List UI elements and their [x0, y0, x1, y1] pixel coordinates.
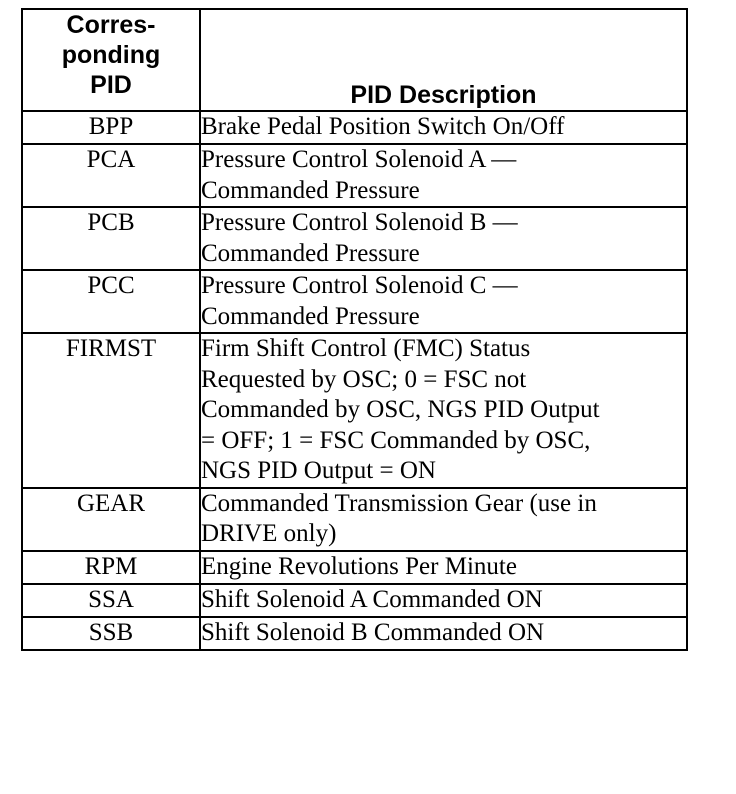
description-cell — [200, 333, 687, 488]
table-row — [22, 333, 687, 488]
table-row — [22, 551, 687, 584]
description-line: Requested by OSC; 0 = FSC not — [201, 365, 527, 393]
description-line: Commanded Pressure — [201, 302, 420, 330]
description-line: Shift Solenoid A Commanded ON — [201, 585, 543, 613]
description-line: Pressure Control Solenoid B — — [201, 209, 518, 236]
description-cell — [200, 207, 687, 270]
table-row — [22, 144, 687, 207]
description-cell — [200, 270, 687, 333]
description-line: Commanded Pressure — [201, 176, 420, 204]
pid-cell: BPP — [22, 111, 200, 144]
header-pid-line: PID — [90, 71, 132, 99]
table-row — [22, 488, 687, 551]
header-pid-line: Corres- — [66, 11, 156, 39]
description-line: Pressure Control Solenoid A — — [201, 146, 517, 173]
table-row — [22, 270, 687, 333]
description-cell — [200, 144, 687, 207]
description-line: Pressure Control Solenoid C — — [201, 272, 518, 299]
pid-cell: FIRMST — [22, 333, 200, 488]
description-cell — [200, 584, 687, 617]
description-line: NGS PID Output = ON — [201, 457, 436, 484]
table-row — [22, 111, 687, 144]
table-row — [22, 617, 687, 650]
description-cell — [200, 111, 687, 144]
description-line: DRIVE only) — [201, 520, 337, 547]
header-pid-line: ponding — [61, 41, 161, 69]
pid-cell: RPM — [22, 551, 200, 584]
description-line: Shift Solenoid B Commanded ON — [201, 618, 545, 646]
description-cell — [200, 488, 687, 551]
description-line: = OFF; 1 = FSC Commanded by OSC, — [201, 426, 591, 454]
description-cell — [200, 551, 687, 584]
pid-cell: PCC — [22, 270, 200, 333]
table-row — [22, 207, 687, 270]
pid-cell: PCB — [22, 207, 200, 270]
description-cell — [200, 617, 687, 650]
header-pid — [22, 9, 200, 111]
pid-table — [21, 8, 688, 651]
header-row — [22, 9, 687, 111]
pid-cell: SSB — [22, 617, 200, 650]
description-line: Brake Pedal Position Switch On/Off — [201, 113, 565, 140]
description-line: Firm Shift Control (FMC) Status — [201, 335, 531, 362]
description-line: Commanded Transmission Gear (use in — [201, 489, 597, 517]
description-line: Commanded by OSC, NGS PID Output — [201, 396, 600, 423]
table-row — [22, 584, 687, 617]
pid-cell: GEAR — [22, 488, 200, 551]
description-line: Engine Revolutions Per Minute — [201, 552, 517, 580]
pid-cell: PCA — [22, 144, 200, 207]
header-description: PID Description — [200, 9, 687, 111]
pid-cell: SSA — [22, 584, 200, 617]
description-line: Commanded Pressure — [201, 239, 420, 267]
